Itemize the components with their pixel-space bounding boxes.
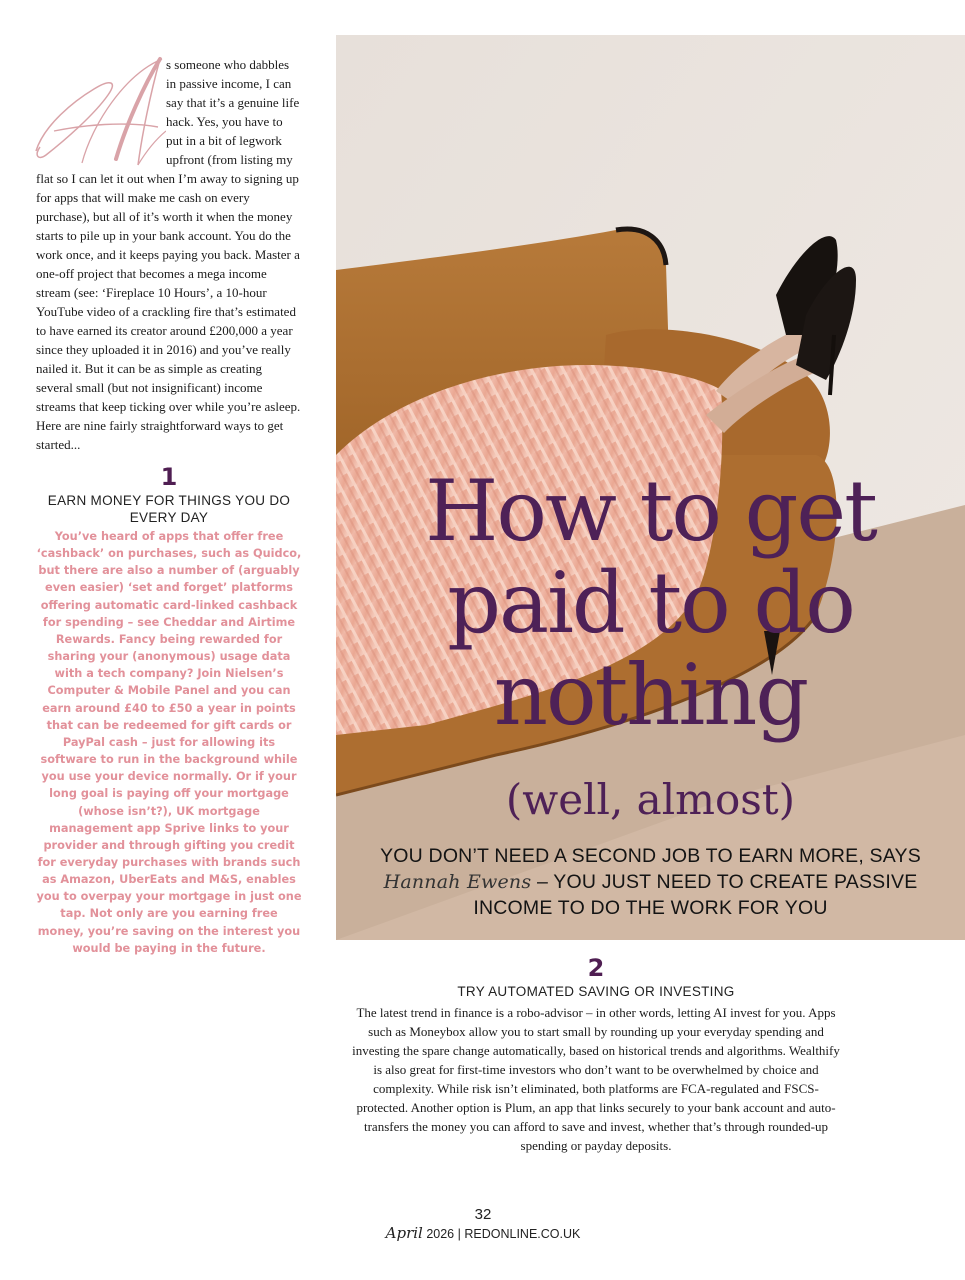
- footer-separator: |: [457, 1227, 461, 1241]
- section-2-heading: TRY AUTOMATED SAVING OR INVESTING: [457, 984, 735, 999]
- page-footer: [368, 1206, 598, 1243]
- page-number: 32: [474, 1206, 492, 1223]
- byline-author: Hannah Ewens: [383, 871, 532, 893]
- site-url: REDONLINE.CO.UK: [464, 1227, 581, 1241]
- section-2-body: The latest trend in finance is a robo-advisor – in other words, letting AI invest for you. Apps such as Moneybox allow you to start small by rounding up your everyday spending and investing the spare change automatically, based on historical trends and algorithms. Wealthify is also great for first-time investors who don’t want to be overwhelmed by choice and complexity. While risk isn’t eliminated, both platforms are FCA-regulated and FSCS-protected. Another option is Plum, an app that links securely to your bank account and auto-transfers the money you can afford to save and invest, whether that’s through rounded-up spending or payday deposits.: [352, 1005, 840, 1153]
- headline-title: How to get paid to do nothing: [425, 462, 876, 744]
- drop-cap: [36, 55, 164, 163]
- issue-line: [368, 1224, 598, 1243]
- hero-photo: [336, 35, 965, 940]
- left-column: [36, 55, 302, 957]
- drop-cap-a-glyph: [34, 55, 166, 167]
- section-1-number: 1: [160, 463, 178, 491]
- intro-paragraph: [36, 55, 302, 454]
- issue-month: April: [385, 1224, 423, 1242]
- intro-text: s someone who dabbles in passive income, I can say that it’s a genuine life hack. Yes, you have to put in a bit of legwork upfront (from listing my flat so I can let it out when I’m away to signing up for apps that will make me cash on every purchase), but all of it’s worth it when the money starts to pile up in your bank account. You do the work once, and it keeps paying you back. Master a one-off project that becomes a mega income stream (see: ‘Fireplace 10 Hours’, a 10-hour YouTube video of a crackling fire that’s estimated to have earned its creator around £200,000 a year since they uploaded it in 2016) and you’ve really nailed it. But it can be as simple as creating several small (but not insignificant) income streams that keep ticking over while you’re asleep. Here are nine fairly straightforward ways to get started...: [36, 57, 301, 452]
- issue-year: 2026: [426, 1227, 455, 1241]
- section-1-body: You’ve heard of apps that offer free ‘cashback’ on purchases, such as Quidco, but there are also a number of (arguably even easier) ‘set and forget’ platforms offering automatic card-linked cashback for spending – see Cheddar and Airtime Rewards. Fancy being rewarded for sharing your (anonymous) usage data with a tech company? Join Nielsen’s Computer & Mobile Panel and you can earn around £40 to £50 a year in points that can be redeemed for gift cards or PayPal cash – just for allowing its software to run in the background while you use your device normally. Or if your long goal is paying off your mortgage (whose isn’t?), UK mortgage management app Sprive links to your provider and through gifting you credit for everyday purchases with brands such as Amazon, UberEats and M&S, enables you to overpay your mortgage in just one tap. Not only are you earning free money, you’re saving on the interest you would be paying in the future.: [36, 530, 302, 955]
- standfirst: [356, 843, 945, 921]
- section-2-number: 2: [587, 954, 605, 982]
- headline-subtitle: (well, almost): [505, 775, 796, 824]
- standfirst-lead: YOU DON’T NEED A SECOND JOB TO EARN MORE, SAYS: [380, 845, 921, 867]
- standfirst-tail: – YOU JUST NEED TO CREATE PASSIVE INCOME TO DO THE WORK FOR YOU: [473, 871, 918, 919]
- section-2: [352, 955, 840, 1155]
- section-1-heading: EARN MONEY FOR THINGS YOU DO EVERY DAY: [47, 493, 291, 525]
